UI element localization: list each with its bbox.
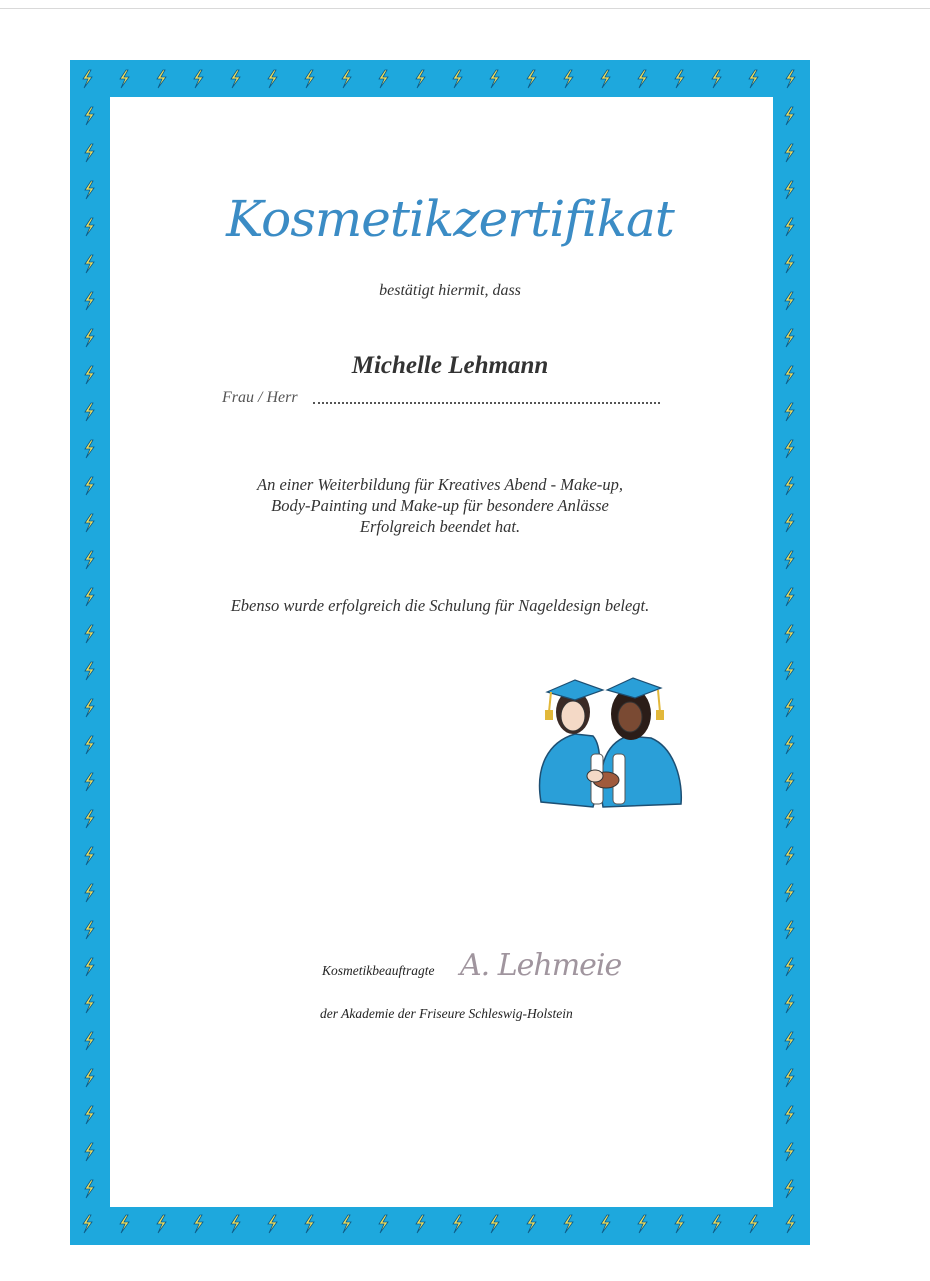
lightning-bolt-icon [786, 1215, 795, 1233]
lightning-bolt-icon [120, 1215, 129, 1233]
course-paragraph [180, 474, 700, 537]
lightning-bolt-icon [786, 70, 795, 88]
lightning-bolt-icon [85, 810, 94, 828]
lightning-bolt-icon [85, 662, 94, 680]
lightning-bolt-icon [785, 292, 794, 310]
lightning-bolt-icon [785, 477, 794, 495]
lightning-bolt-icon [785, 1180, 794, 1198]
lightning-bolt-icon [85, 255, 94, 273]
lightning-bolt-icon [268, 70, 277, 88]
lightning-bolt-icon [379, 1215, 388, 1233]
certificate-title: Kosmetikzertifikat [226, 190, 674, 248]
lightning-bolt-icon [749, 1215, 758, 1233]
lightning-bolt-icon [85, 1143, 94, 1161]
lightning-bolt-icon [638, 70, 647, 88]
lightning-bolt-icon [785, 921, 794, 939]
lightning-bolt-icon [85, 292, 94, 310]
certificate-body [110, 97, 773, 1207]
lightning-bolt-icon [85, 551, 94, 569]
lightning-bolt-icon [85, 329, 94, 347]
lightning-bolt-icon [83, 1215, 92, 1233]
lightning-bolt-icon [85, 218, 94, 236]
certificate-subtitle: bestätigt hiermit, dass [379, 282, 521, 299]
lightning-bolt-icon [85, 921, 94, 939]
lightning-bolt-icon [785, 810, 794, 828]
lightning-bolt-icon [120, 70, 129, 88]
course-line-1: An einer Weiterbildung für Kreatives Abend - Make-up, [257, 475, 623, 494]
lightning-bolt-icon [85, 1032, 94, 1050]
lightning-bolt-icon [785, 736, 794, 754]
lightning-bolt-icon [85, 440, 94, 458]
lightning-bolt-icon [785, 1032, 794, 1050]
signature: A. Lehmeie [460, 948, 622, 983]
academy-name: der Akademie der Friseure Schleswig-Holstein [320, 1006, 573, 1021]
lightning-bolt-icon [785, 181, 794, 199]
lightning-bolt-icon [85, 1106, 94, 1124]
lightning-bolt-icon [157, 70, 166, 88]
salutation-label: Frau / Herr [222, 389, 298, 406]
lightning-bolt-icon [85, 995, 94, 1013]
lightning-bolt-icon [194, 70, 203, 88]
lightning-bolt-icon [785, 218, 794, 236]
lightning-bolt-icon [85, 847, 94, 865]
lightning-bolt-icon [85, 958, 94, 976]
lightning-bolt-icon [785, 440, 794, 458]
lightning-bolt-icon [785, 1143, 794, 1161]
lightning-bolt-icon [85, 736, 94, 754]
lightning-bolt-icon [453, 70, 462, 88]
lightning-bolt-icon [85, 403, 94, 421]
name-dotted-line [313, 402, 660, 404]
lightning-bolt-icon [453, 1215, 462, 1233]
lightning-bolt-icon [527, 70, 536, 88]
lightning-bolt-icon [675, 1215, 684, 1233]
signer-role: Kosmetikbeauftragte [322, 963, 435, 978]
lightning-bolt-icon [157, 1215, 166, 1233]
lightning-bolt-icon [342, 70, 351, 88]
lightning-bolt-icon [785, 958, 794, 976]
lightning-bolt-icon [785, 144, 794, 162]
lightning-bolt-icon [490, 70, 499, 88]
lightning-bolt-icon [785, 366, 794, 384]
lightning-bolt-icon [785, 773, 794, 791]
course-line-2: Body-Painting und Make-up für besondere Anlässe [271, 496, 609, 515]
lightning-bolt-icon [268, 1215, 277, 1233]
lightning-bolt-icon [85, 773, 94, 791]
lightning-bolt-icon [416, 1215, 425, 1233]
lightning-bolt-icon [490, 1215, 499, 1233]
course-line-3: Erfolgreich beendet hat. [359, 517, 521, 536]
lightning-bolt-icon [564, 70, 573, 88]
lightning-bolt-icon [785, 588, 794, 606]
lightning-bolt-icon [416, 70, 425, 88]
lightning-bolt-icon [85, 588, 94, 606]
lightning-bolt-icon [785, 403, 794, 421]
lightning-bolt-icon [85, 1180, 94, 1198]
lightning-bolt-icon [785, 1069, 794, 1087]
nail-design-paragraph: Ebenso wurde erfolgreich die Schulung für Nageldesign belegt. [230, 596, 650, 615]
lightning-bolt-icon [85, 1069, 94, 1087]
lightning-bolt-icon [785, 995, 794, 1013]
lightning-bolt-icon [785, 1106, 794, 1124]
lightning-bolt-icon [85, 107, 94, 125]
lightning-bolt-icon [85, 699, 94, 717]
lightning-bolt-icon [601, 70, 610, 88]
lightning-bolt-icon [749, 70, 758, 88]
lightning-bolt-icon [785, 107, 794, 125]
lightning-bolt-icon [712, 1215, 721, 1233]
lightning-bolt-icon [85, 514, 94, 532]
lightning-bolt-icon [601, 1215, 610, 1233]
lightning-bolt-icon [85, 366, 94, 384]
lightning-bolt-icon [564, 1215, 573, 1233]
lightning-bolt-icon [83, 70, 92, 88]
lightning-bolt-icon [638, 1215, 647, 1233]
lightning-bolt-icon [231, 1215, 240, 1233]
lightning-bolt-icon [785, 662, 794, 680]
lightning-bolt-icon [785, 884, 794, 902]
lightning-bolt-icon [342, 1215, 351, 1233]
lightning-bolt-icon [305, 70, 314, 88]
lightning-bolt-icon [785, 514, 794, 532]
lightning-bolt-icon [785, 551, 794, 569]
lightning-bolt-icon [785, 255, 794, 273]
lightning-bolt-icon [785, 625, 794, 643]
lightning-bolt-icon [85, 144, 94, 162]
lightning-bolt-icon [712, 70, 721, 88]
lightning-bolt-icon [379, 70, 388, 88]
lightning-bolt-icon [675, 70, 684, 88]
lightning-bolt-icon [194, 1215, 203, 1233]
lightning-bolt-icon [85, 477, 94, 495]
lightning-bolt-icon [85, 884, 94, 902]
lightning-bolt-icon [785, 699, 794, 717]
lightning-bolt-icon [231, 70, 240, 88]
lightning-bolt-icon [527, 1215, 536, 1233]
lightning-bolt-icon [85, 181, 94, 199]
recipient-name: Michelle Lehmann [351, 352, 549, 379]
lightning-bolt-icon [305, 1215, 314, 1233]
lightning-bolt-icon [785, 847, 794, 865]
lightning-bolt-icon [85, 625, 94, 643]
graduates-illustration [533, 672, 693, 817]
lightning-bolt-icon [785, 329, 794, 347]
